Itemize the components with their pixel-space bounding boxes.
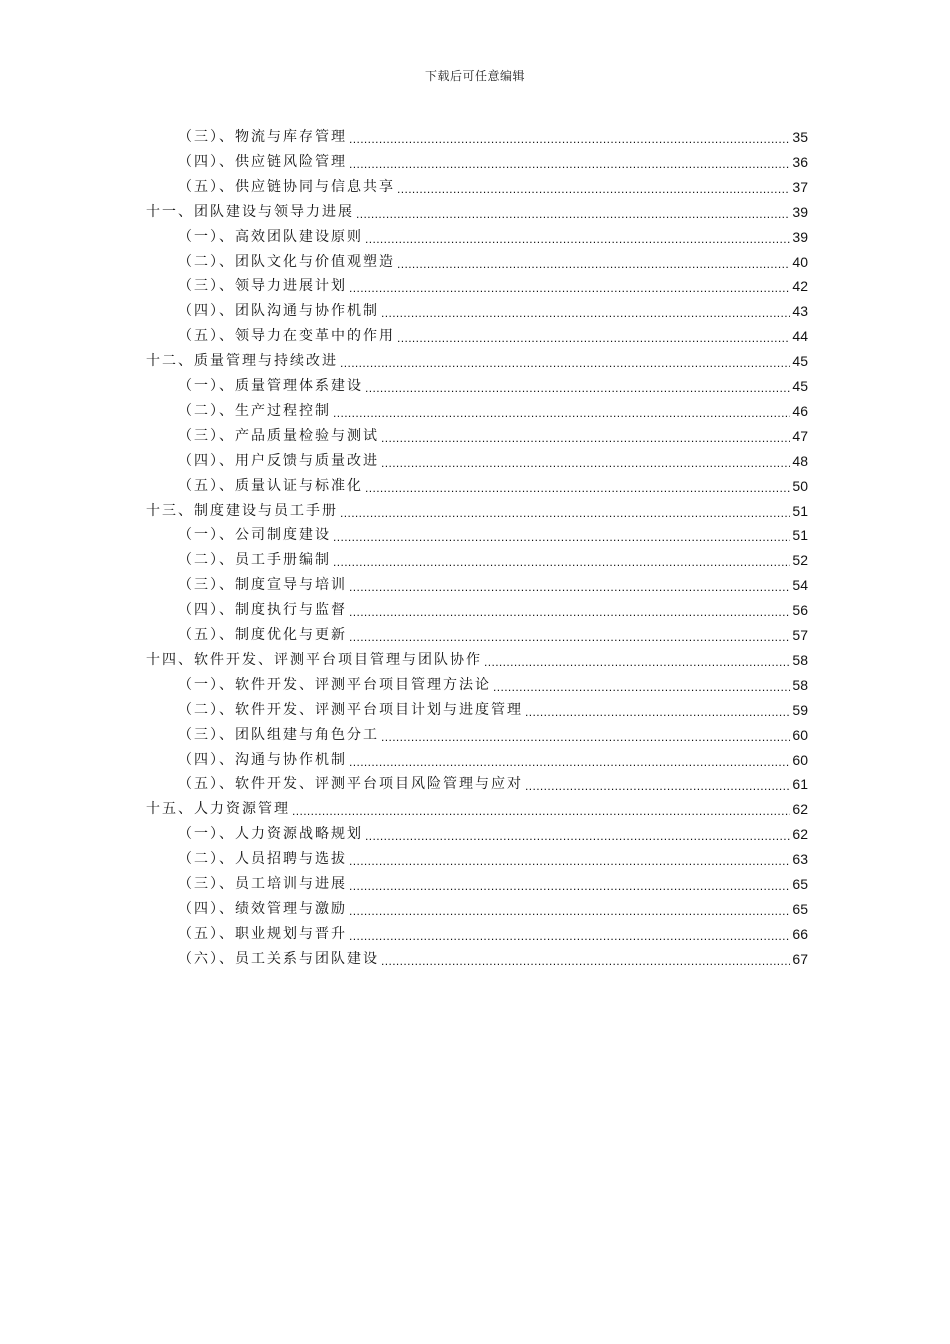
toc-section-entry[interactable]: [178, 673, 808, 698]
toc-section-entry[interactable]: [178, 324, 808, 349]
toc-page-number: 58: [792, 676, 808, 693]
toc-section-entry[interactable]: [178, 424, 808, 449]
toc-dot-leader: [381, 426, 790, 451]
toc-entry-title: （六）、员工关系与团队建设: [178, 950, 379, 967]
toc-section-entry[interactable]: [178, 698, 808, 723]
toc-entry-title: 十四、软件开发、评测平台项目管理与团队协作: [146, 651, 482, 668]
toc-section-entry[interactable]: [178, 225, 808, 250]
toc-entry-title: （二）、人员招聘与选拔: [178, 851, 347, 868]
toc-page-number: 46: [792, 402, 808, 419]
toc-page-number: 47: [792, 427, 808, 444]
toc-chapter-entry[interactable]: [146, 499, 808, 524]
toc-section-entry[interactable]: [178, 947, 808, 972]
toc-page-number: 42: [792, 278, 808, 295]
toc-entry-title: （三）、领导力进展计划: [178, 278, 347, 295]
toc-section-entry[interactable]: [178, 250, 808, 275]
toc-page-number: 51: [792, 527, 808, 544]
toc-dot-leader: [356, 202, 790, 227]
toc-entry-title: （三）、制度宣导与培训: [178, 577, 347, 594]
toc-dot-leader: [349, 600, 790, 625]
toc-section-entry[interactable]: [178, 150, 808, 175]
toc-page-number: 51: [792, 502, 808, 519]
toc-page-number: 59: [792, 701, 808, 718]
toc-entry-title: （五）、职业规划与晋升: [178, 925, 347, 942]
toc-entry-title: 十五、人力资源管理: [146, 801, 290, 818]
toc-entry-title: （四）、制度执行与监督: [178, 602, 347, 619]
toc-entry-title: （三）、物流与库存管理: [178, 129, 347, 145]
toc-dot-leader: [493, 675, 790, 700]
toc-section-entry[interactable]: [178, 474, 808, 499]
toc-section-entry[interactable]: [178, 175, 808, 200]
toc-section-entry[interactable]: [178, 125, 808, 150]
toc-entry-title: 十二、质量管理与持续改进: [146, 353, 338, 370]
toc-section-entry[interactable]: [178, 772, 808, 797]
toc-dot-leader: [349, 575, 790, 600]
toc-dot-leader: [349, 849, 790, 874]
toc-section-entry[interactable]: [178, 847, 808, 872]
toc-section-entry[interactable]: [178, 922, 808, 947]
toc-entry-title: （二）、生产过程控制: [178, 402, 331, 419]
toc-section-entry[interactable]: [178, 374, 808, 399]
toc-entry-title: （五）、软件开发、评测平台项目风险管理与应对: [178, 776, 523, 793]
toc-section-entry[interactable]: [178, 723, 808, 748]
toc-page-number: 39: [792, 228, 808, 245]
toc-dot-leader: [365, 227, 790, 252]
toc-section-entry[interactable]: [178, 897, 808, 922]
toc-dot-leader: [340, 351, 790, 376]
toc-dot-leader: [349, 127, 790, 152]
toc-dot-leader: [349, 899, 790, 924]
toc-dot-leader: [349, 276, 790, 301]
toc-section-entry[interactable]: [178, 573, 808, 598]
toc-section-entry[interactable]: [178, 523, 808, 548]
toc-entry-title: （三）、产品质量检验与测试: [178, 427, 379, 444]
toc-page-number: 63: [792, 851, 808, 868]
toc-dot-leader: [397, 177, 790, 202]
toc-page-number: 65: [792, 876, 808, 892]
toc-entry-title: （五）、供应链协同与信息共享: [178, 178, 395, 195]
toc-entry-title: （二）、软件开发、评测平台项目计划与进度管理: [178, 701, 523, 718]
toc-page-number: 66: [792, 925, 808, 942]
toc-dot-leader: [365, 476, 790, 501]
toc-page-number: 35: [792, 129, 808, 145]
toc-chapter-entry[interactable]: [146, 349, 808, 374]
toc-entry-title: （二）、员工手册编制: [178, 552, 331, 569]
toc-page-number: 62: [792, 801, 808, 818]
toc-dot-leader: [349, 874, 790, 899]
toc-dot-leader: [381, 725, 790, 750]
toc-section-entry[interactable]: [178, 274, 808, 299]
toc-entry-title: （二）、团队文化与价值观塑造: [178, 253, 395, 270]
toc-entry-title: （一）、高效团队建设原则: [178, 228, 363, 245]
toc-dot-leader: [381, 949, 790, 974]
toc-entry-title: （五）、制度优化与更新: [178, 627, 347, 643]
toc-page-number: 56: [792, 602, 808, 619]
toc-page-number: 43: [792, 303, 808, 320]
toc-page-number: 67: [792, 950, 808, 967]
toc-chapter-entry[interactable]: [146, 797, 808, 822]
toc-entry-title: （一）、软件开发、评测平台项目管理方法论: [178, 676, 491, 693]
toc-dot-leader: [365, 376, 790, 401]
toc-page-number: 39: [792, 203, 808, 220]
toc-page-number: 54: [792, 577, 808, 594]
toc-section-entry[interactable]: [178, 449, 808, 474]
toc-dot-leader: [365, 824, 790, 849]
toc-section-entry[interactable]: [178, 548, 808, 573]
toc-dot-leader: [484, 650, 790, 675]
toc-entry-title: （四）、用户反馈与质量改进: [178, 452, 379, 469]
toc-dot-leader: [349, 152, 790, 177]
toc-entry-title: （一）、质量管理体系建设: [178, 378, 363, 394]
toc-page-number: 62: [792, 826, 808, 843]
toc-page-number: 44: [792, 328, 808, 345]
toc-dot-leader: [525, 700, 790, 725]
page-header: 下载后可任意编辑: [424, 69, 525, 83]
toc-page-number: 61: [792, 776, 808, 793]
toc-entry-title: （三）、团队组建与角色分工: [178, 726, 379, 743]
toc-section-entry[interactable]: [178, 299, 808, 324]
toc-chapter-entry[interactable]: [146, 200, 808, 225]
toc-page-number: 40: [792, 253, 808, 270]
toc-page-number: 37: [792, 178, 808, 195]
toc-section-entry[interactable]: [178, 598, 808, 623]
toc-dot-leader: [397, 326, 790, 351]
toc-dot-leader: [397, 252, 790, 277]
toc-entry-title: 十一、团队建设与领导力进展: [146, 203, 354, 220]
toc-section-entry[interactable]: [178, 623, 808, 648]
toc-page-number: 45: [792, 353, 808, 370]
toc-section-entry[interactable]: [178, 399, 808, 424]
toc-page-number: 58: [792, 651, 808, 668]
toc-page-number: 45: [792, 378, 808, 394]
toc-dot-leader: [381, 451, 790, 476]
toc-section-entry[interactable]: [178, 748, 808, 773]
toc-dot-leader: [349, 625, 790, 650]
toc-page-number: 52: [792, 552, 808, 569]
toc-dot-leader: [333, 525, 790, 550]
toc-chapter-entry[interactable]: [146, 648, 808, 673]
toc-dot-leader: [381, 301, 790, 326]
toc-entry-title: （一）、公司制度建设: [178, 527, 331, 544]
toc-entry-title: （五）、质量认证与标准化: [178, 477, 363, 494]
toc-page-number: 65: [792, 900, 808, 917]
toc-dot-leader: [525, 774, 790, 799]
toc-entry-title: （一）、人力资源战略规划: [178, 826, 363, 843]
toc-page-number: 50: [792, 477, 808, 494]
toc-section-entry[interactable]: [178, 822, 808, 847]
toc-entry-title: （四）、团队沟通与协作机制: [178, 303, 379, 320]
toc-dot-leader: [349, 750, 790, 775]
toc-entry-title: （四）、沟通与协作机制: [178, 751, 347, 768]
toc-dot-leader: [333, 401, 790, 426]
toc-page-number: 36: [792, 153, 808, 170]
toc-entry-title: （三）、员工培训与进展: [178, 876, 347, 892]
toc-dot-leader: [349, 924, 790, 949]
toc-entry-title: （五）、领导力在变革中的作用: [178, 328, 395, 345]
toc-page-number: 57: [792, 627, 808, 643]
toc-entry-title: （四）、供应链风险管理: [178, 153, 347, 170]
toc-section-entry[interactable]: [178, 872, 808, 897]
toc-page-number: 60: [792, 751, 808, 768]
toc-page-number: 60: [792, 726, 808, 743]
toc-page-number: 48: [792, 452, 808, 469]
toc-entry-title: 十三、制度建设与员工手册: [146, 502, 338, 519]
toc-dot-leader: [333, 550, 790, 575]
toc-dot-leader: [292, 799, 790, 824]
toc-dot-leader: [340, 501, 790, 526]
toc-entry-title: （四）、绩效管理与激励: [178, 900, 347, 917]
